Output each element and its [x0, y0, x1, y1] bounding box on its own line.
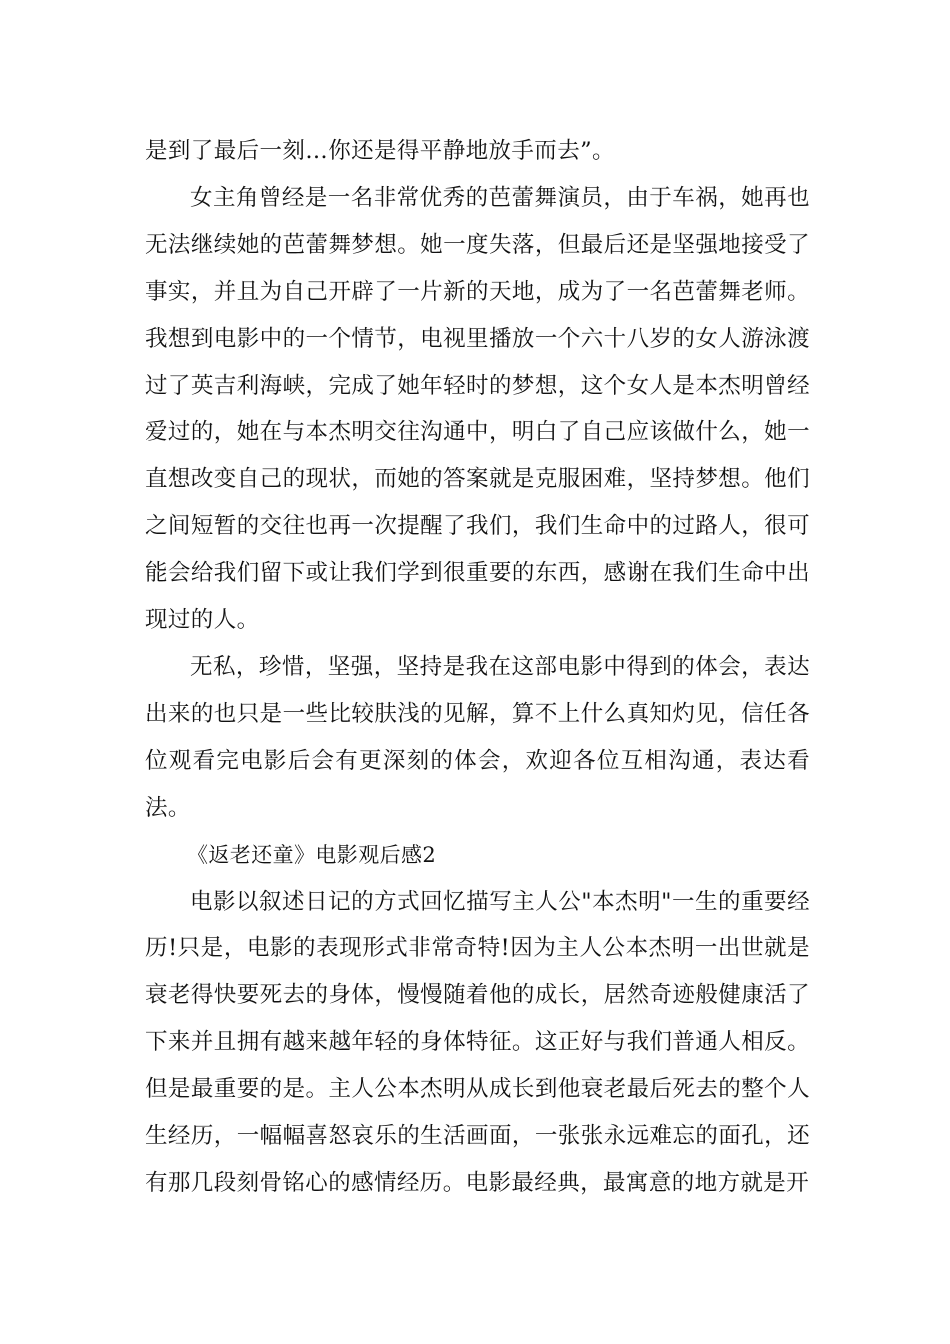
continuation-paragraph: 是到了最后一刻…你还是得平静地放手而去”。: [145, 138, 615, 164]
paragraph-review-2: 电影以叙述日记的方式回忆描写主人公"本杰明"一生的重要经历!只是，电影的表现形式非常奇特!因为主人公本杰明一出世就是衰老得快要死去的身体，慢慢随着他的成长，居然奇迹般健康活了下来并且拥有越来越年轻的身体特征。这正好与我们普通人相反。但是最重要的是。主人公本杰明从成长到他衰老最后死去的整个人生经历，一幅幅喜怒哀乐的生活画面，一张张永远难忘的面孔，还有那几段刻骨铭心的感情经历。电影最经典，最寓意的地方就是开: [145, 888, 810, 1196]
section-heading: 《返老还童》电影观后感2: [187, 842, 437, 867]
paragraph-conclusion: 无私，珍惜，坚强，坚持是我在这部电影中得到的体会，表达出来的也只是一些比较肤浅的见解，算不上什么真知灼见，信任各位观看完电影后会有更深刻的体会，欢迎各位互相沟通，表达看法。: [145, 653, 810, 821]
document-body: [145, 128, 810, 1207]
paragraph-ballet-teacher: 女主角曾经是一名非常优秀的芭蕾舞演员，由于车祸，她再也无法继续她的芭蕾舞梦想。她一度失落，但最后还是坚强地接受了事实，并且为自己开辟了一片新的天地，成为了一名芭蕾舞老师。我想到电影中的一个情节，电视里播放一个六十八岁的女人游泳渡过了英吉利海峡，完成了她年轻时的梦想，这个女人是本杰明曾经爱过的，她在与本杰明交往沟通中，明白了自己应该做什么，她一直想改变自己的现状，而她的答案就是克服困难，坚持梦想。他们之间短暂的交往也再一次提醒了我们，我们生命中的过路人，很可能会给我们留下或让我们学到很重要的东西，感谢在我们生命中出现过的人。: [145, 184, 810, 634]
